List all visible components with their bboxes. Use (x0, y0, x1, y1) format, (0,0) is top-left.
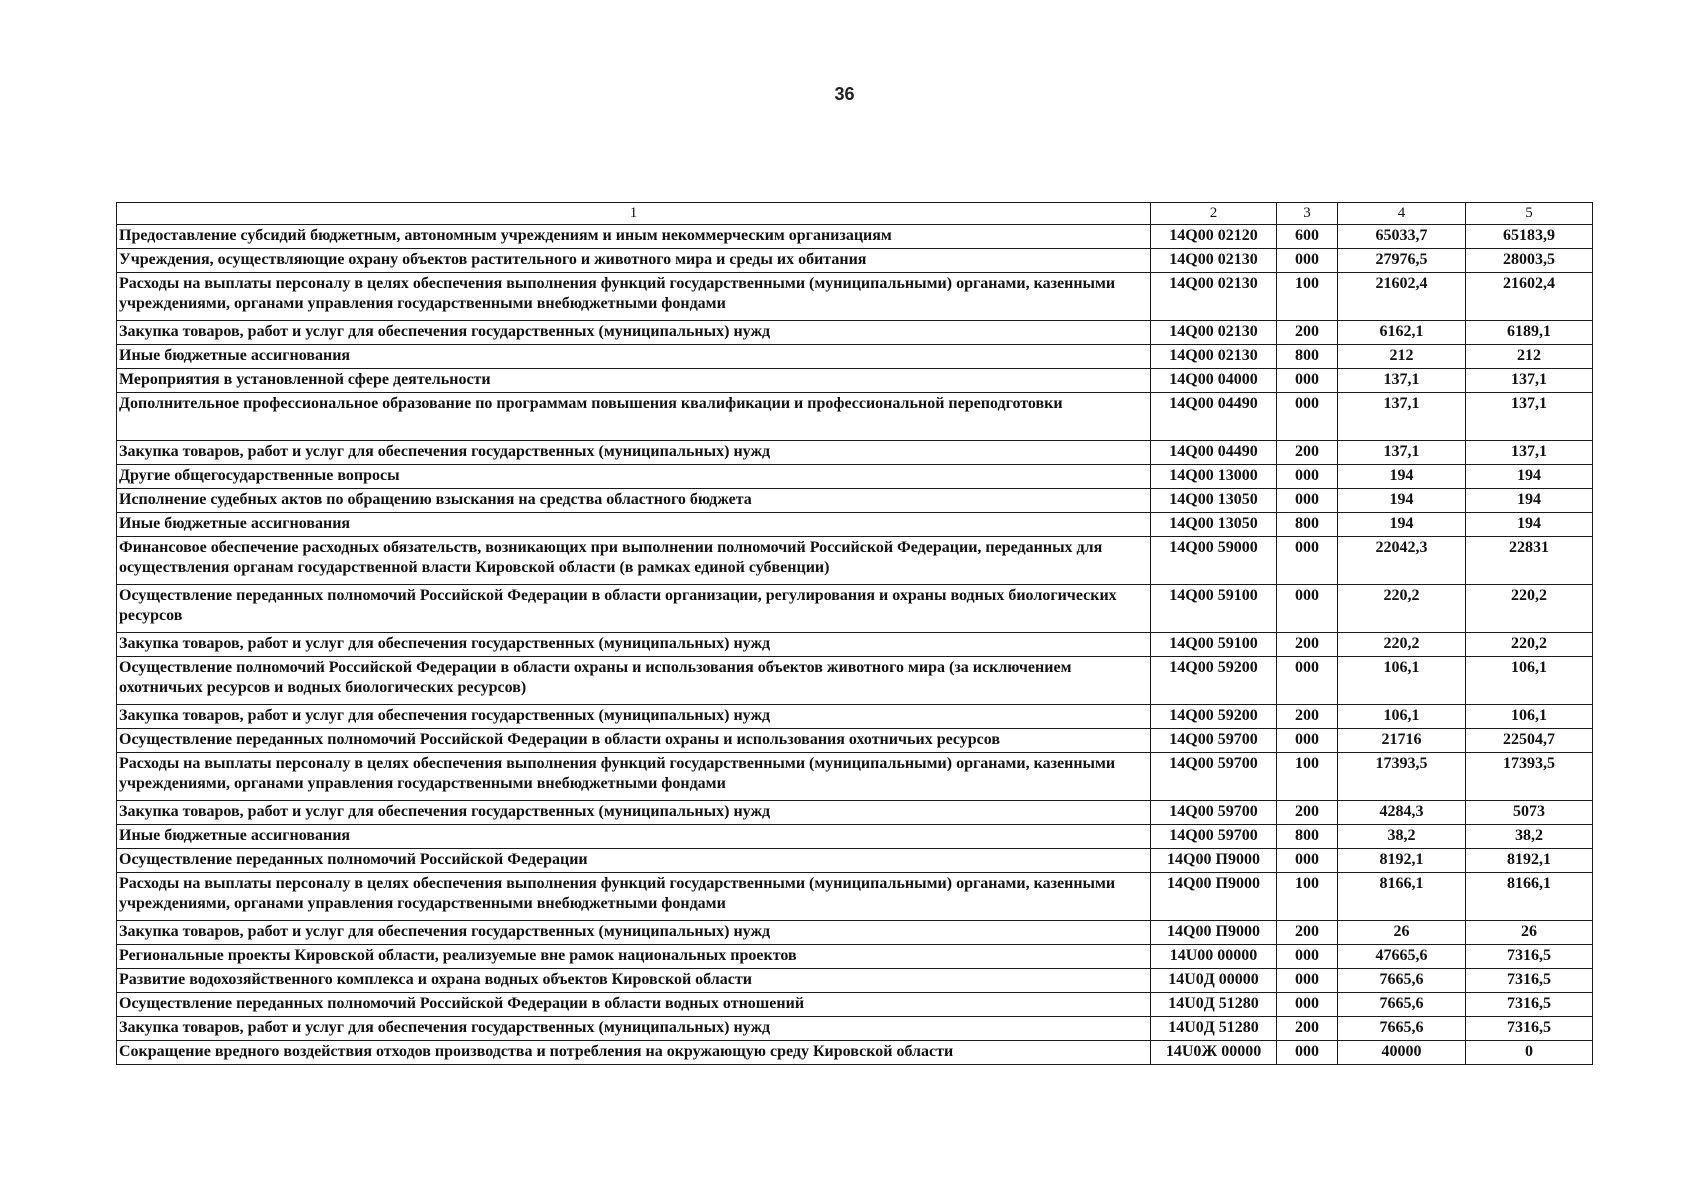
row-name: Осуществление переданных полномочий Российской Федерации в области охраны и использования охотничьих ресурсов (117, 729, 1151, 753)
row-value-4: 7665,6 (1338, 1017, 1466, 1041)
table-row (117, 969, 1593, 993)
row-name: Закупка товаров, работ и услуг для обеспечения государственных (муниципальных) нужд (117, 705, 1151, 729)
row-code: 14Q00 59100 (1151, 585, 1277, 633)
row-code: 14Q00 59200 (1151, 657, 1277, 705)
row-name: Иные бюджетные ассигнования (117, 513, 1151, 537)
table-row (117, 321, 1593, 345)
table-row (117, 225, 1593, 249)
row-name: Закупка товаров, работ и услуг для обеспечения государственных (муниципальных) нужд (117, 441, 1151, 465)
header-col-2: 2 (1151, 203, 1277, 225)
row-name: Закупка товаров, работ и услуг для обеспечения государственных (муниципальных) нужд (117, 921, 1151, 945)
row-kind: 800 (1277, 513, 1338, 537)
row-value-4: 220,2 (1338, 585, 1466, 633)
row-value-4: 26 (1338, 921, 1466, 945)
row-code: 14Q00 59200 (1151, 705, 1277, 729)
row-value-4: 27976,5 (1338, 249, 1466, 273)
row-value-5: 106,1 (1466, 657, 1593, 705)
row-kind: 800 (1277, 825, 1338, 849)
row-value-5: 194 (1466, 513, 1593, 537)
row-code: 14Q00 13000 (1151, 465, 1277, 489)
row-kind: 000 (1277, 993, 1338, 1017)
table-row (117, 369, 1593, 393)
row-value-4: 137,1 (1338, 369, 1466, 393)
row-code: 14Q00 59700 (1151, 801, 1277, 825)
row-code: 14U0Д 51280 (1151, 993, 1277, 1017)
row-name: Региональные проекты Кировской области, реализуемые вне рамок национальных проектов (117, 945, 1151, 969)
row-value-4: 65033,7 (1338, 225, 1466, 249)
row-kind: 000 (1277, 537, 1338, 585)
row-value-4: 106,1 (1338, 657, 1466, 705)
row-value-4: 106,1 (1338, 705, 1466, 729)
row-code: 14U00 00000 (1151, 945, 1277, 969)
header-col-3: 3 (1277, 203, 1338, 225)
table-row (117, 849, 1593, 873)
row-name: Предоставление субсидий бюджетным, автономным учреждениям и иным некоммерческим организациям (117, 225, 1151, 249)
row-value-4: 194 (1338, 513, 1466, 537)
table-row (117, 705, 1593, 729)
table-row (117, 945, 1593, 969)
table-row (117, 1017, 1593, 1041)
row-value-4: 194 (1338, 465, 1466, 489)
row-code: 14Q00 59000 (1151, 537, 1277, 585)
row-kind: 800 (1277, 345, 1338, 369)
table-row (117, 729, 1593, 753)
row-code: 14U0Ж 00000 (1151, 1041, 1277, 1065)
row-code: 14Q00 02130 (1151, 345, 1277, 369)
header-col-1: 1 (117, 203, 1151, 225)
header-col-5: 5 (1466, 203, 1593, 225)
row-value-5: 21602,4 (1466, 273, 1593, 321)
row-code: 14Q00 59700 (1151, 729, 1277, 753)
row-kind: 000 (1277, 969, 1338, 993)
row-name: Сокращение вредного воздействия отходов производства и потребления на окружающую среду Кировской области (117, 1041, 1151, 1065)
row-kind: 100 (1277, 273, 1338, 321)
row-value-5: 106,1 (1466, 705, 1593, 729)
row-code: 14Q00 02130 (1151, 249, 1277, 273)
row-code: 14Q00 59100 (1151, 633, 1277, 657)
row-value-5: 22831 (1466, 537, 1593, 585)
table-row (117, 465, 1593, 489)
row-name: Осуществление переданных полномочий Российской Федерации (117, 849, 1151, 873)
table-row (117, 993, 1593, 1017)
table-body (117, 225, 1593, 1065)
table-row (117, 489, 1593, 513)
row-kind: 000 (1277, 393, 1338, 441)
table-row (117, 393, 1593, 441)
row-value-5: 0 (1466, 1041, 1593, 1065)
row-kind: 200 (1277, 705, 1338, 729)
row-value-4: 7665,6 (1338, 969, 1466, 993)
table-row (117, 273, 1593, 321)
row-value-4: 22042,3 (1338, 537, 1466, 585)
row-name: Исполнение судебных актов по обращению взыскания на средства областного бюджета (117, 489, 1151, 513)
row-kind: 000 (1277, 1041, 1338, 1065)
table-row (117, 657, 1593, 705)
row-kind: 000 (1277, 657, 1338, 705)
row-code: 14Q00 П9000 (1151, 873, 1277, 921)
row-code: 14Q00 02120 (1151, 225, 1277, 249)
row-value-5: 22504,7 (1466, 729, 1593, 753)
row-kind: 600 (1277, 225, 1338, 249)
row-name: Другие общегосударственные вопросы (117, 465, 1151, 489)
row-kind: 000 (1277, 585, 1338, 633)
row-name: Иные бюджетные ассигнования (117, 825, 1151, 849)
row-value-5: 7316,5 (1466, 993, 1593, 1017)
table-row (117, 1041, 1593, 1065)
row-value-4: 21716 (1338, 729, 1466, 753)
row-name: Развитие водохозяйственного комплекса и охрана водных объектов Кировской области (117, 969, 1151, 993)
row-value-5: 194 (1466, 465, 1593, 489)
row-name: Учреждения, осуществляющие охрану объектов растительного и животного мира и среды их обитания (117, 249, 1151, 273)
row-value-4: 137,1 (1338, 393, 1466, 441)
row-code: 14Q00 04000 (1151, 369, 1277, 393)
page-number: 36 (834, 84, 855, 104)
row-value-5: 220,2 (1466, 633, 1593, 657)
row-code: 14Q00 59700 (1151, 753, 1277, 801)
row-name: Дополнительное профессиональное образование по программам повышения квалификации и профессиональной переподготовки (117, 393, 1151, 441)
header-col-4: 4 (1338, 203, 1466, 225)
row-kind: 000 (1277, 249, 1338, 273)
table-row (117, 345, 1593, 369)
row-kind: 100 (1277, 753, 1338, 801)
row-kind: 200 (1277, 441, 1338, 465)
row-value-4: 6162,1 (1338, 321, 1466, 345)
row-value-5: 65183,9 (1466, 225, 1593, 249)
row-name: Закупка товаров, работ и услуг для обеспечения государственных (муниципальных) нужд (117, 801, 1151, 825)
row-name: Мероприятия в установленной сфере деятельности (117, 369, 1151, 393)
row-code: 14Q00 П9000 (1151, 921, 1277, 945)
row-kind: 200 (1277, 321, 1338, 345)
table-row (117, 753, 1593, 801)
row-value-4: 8166,1 (1338, 873, 1466, 921)
table-row (117, 585, 1593, 633)
row-kind: 000 (1277, 369, 1338, 393)
row-name: Расходы на выплаты персоналу в целях обеспечения выполнения функций государственными (муниципальными) органами, казенными учреждениями, органами управления государственными внебюджетными фондами (117, 273, 1151, 321)
row-name: Осуществление переданных полномочий Российской Федерации в области организации, регулирования и охраны водных биологических ресурсов (117, 585, 1151, 633)
row-value-5: 38,2 (1466, 825, 1593, 849)
row-kind: 200 (1277, 921, 1338, 945)
row-code: 14Q00 13050 (1151, 513, 1277, 537)
table-row (117, 249, 1593, 273)
row-value-5: 137,1 (1466, 393, 1593, 441)
row-name: Осуществление полномочий Российской Федерации в области охраны и использования объектов животного мира (за исключением охотничьих ресурсов и водных биологических ресурсов) (117, 657, 1151, 705)
row-value-5: 8166,1 (1466, 873, 1593, 921)
row-value-4: 40000 (1338, 1041, 1466, 1065)
row-code: 14Q00 04490 (1151, 393, 1277, 441)
row-value-4: 7665,6 (1338, 993, 1466, 1017)
row-value-5: 137,1 (1466, 369, 1593, 393)
row-kind: 100 (1277, 873, 1338, 921)
table-row (117, 537, 1593, 585)
row-name: Закупка товаров, работ и услуг для обеспечения государственных (муниципальных) нужд (117, 633, 1151, 657)
row-code: 14Q00 04490 (1151, 441, 1277, 465)
row-value-4: 220,2 (1338, 633, 1466, 657)
row-value-5: 220,2 (1466, 585, 1593, 633)
row-kind: 200 (1277, 633, 1338, 657)
row-value-5: 137,1 (1466, 441, 1593, 465)
table-row (117, 921, 1593, 945)
row-name: Осуществление переданных полномочий Российской Федерации в области водных отношений (117, 993, 1151, 1017)
row-value-4: 8192,1 (1338, 849, 1466, 873)
row-name: Финансовое обеспечение расходных обязательств, возникающих при выполнении полномочий Российской Федерации, переданных для осуществления органам государственной власти Кировской области (в рамках единой субвенции) (117, 537, 1151, 585)
row-kind: 000 (1277, 849, 1338, 873)
row-value-4: 17393,5 (1338, 753, 1466, 801)
row-name: Расходы на выплаты персоналу в целях обеспечения выполнения функций государственными (муниципальными) органами, казенными учреждениями, органами управления государственными внебюджетными фондами (117, 873, 1151, 921)
table-header (117, 203, 1593, 225)
header-row (117, 203, 1593, 225)
row-value-5: 194 (1466, 489, 1593, 513)
row-value-4: 21602,4 (1338, 273, 1466, 321)
table-row (117, 873, 1593, 921)
row-value-5: 5073 (1466, 801, 1593, 825)
row-code: 14Q00 13050 (1151, 489, 1277, 513)
row-name: Расходы на выплаты персоналу в целях обеспечения выполнения функций государственными (муниципальными) органами, казенными учреждениями, органами управления государственными внебюджетными фондами (117, 753, 1151, 801)
row-value-4: 38,2 (1338, 825, 1466, 849)
row-kind: 200 (1277, 801, 1338, 825)
row-code: 14Q00 02130 (1151, 321, 1277, 345)
row-value-4: 137,1 (1338, 441, 1466, 465)
row-kind: 000 (1277, 465, 1338, 489)
row-code: 14U0Д 00000 (1151, 969, 1277, 993)
row-code: 14Q00 П9000 (1151, 849, 1277, 873)
row-value-5: 212 (1466, 345, 1593, 369)
table-row (117, 513, 1593, 537)
row-value-5: 17393,5 (1466, 753, 1593, 801)
row-kind: 000 (1277, 945, 1338, 969)
row-name: Закупка товаров, работ и услуг для обеспечения государственных (муниципальных) нужд (117, 1017, 1151, 1041)
row-value-5: 28003,5 (1466, 249, 1593, 273)
table-row (117, 441, 1593, 465)
row-code: 14Q00 59700 (1151, 825, 1277, 849)
table-row (117, 801, 1593, 825)
row-code: 14Q00 02130 (1151, 273, 1277, 321)
table-row (117, 633, 1593, 657)
row-value-4: 212 (1338, 345, 1466, 369)
row-code: 14U0Д 51280 (1151, 1017, 1277, 1041)
row-value-4: 47665,6 (1338, 945, 1466, 969)
row-value-5: 26 (1466, 921, 1593, 945)
budget-table (116, 202, 1593, 1065)
row-value-5: 7316,5 (1466, 969, 1593, 993)
row-name: Закупка товаров, работ и услуг для обеспечения государственных (муниципальных) нужд (117, 321, 1151, 345)
row-value-4: 194 (1338, 489, 1466, 513)
row-kind: 200 (1277, 1017, 1338, 1041)
row-value-5: 7316,5 (1466, 945, 1593, 969)
row-kind: 000 (1277, 489, 1338, 513)
row-value-5: 8192,1 (1466, 849, 1593, 873)
row-value-5: 7316,5 (1466, 1017, 1593, 1041)
table-row (117, 825, 1593, 849)
row-value-5: 6189,1 (1466, 321, 1593, 345)
row-name: Иные бюджетные ассигнования (117, 345, 1151, 369)
row-kind: 000 (1277, 729, 1338, 753)
row-value-4: 4284,3 (1338, 801, 1466, 825)
